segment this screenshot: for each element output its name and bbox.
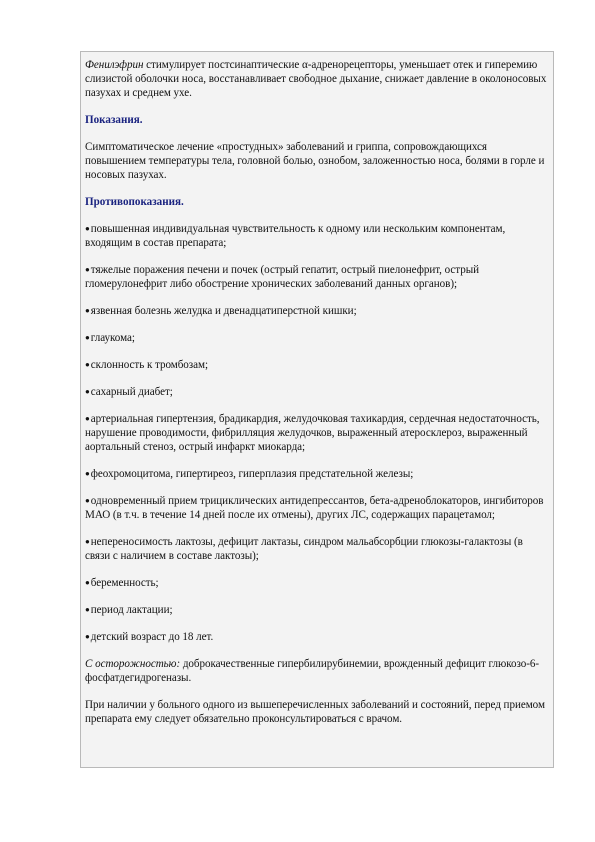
contraindication-text: язвенная болезнь желудка и двенадцатиперстной кишки; [90,305,357,317]
contraindication-item [85,467,550,481]
contraindication-item [85,412,550,454]
contraindication-text: повышенная индивидуальная чувствительность к одному или нескольким компонентам, входящим в состав препарата; [85,223,506,249]
contraindication-text: период лактации; [90,604,173,616]
contraindication-text: детский возраст до 18 лет. [90,631,214,643]
drug-name: Фенилэфрин [85,59,144,71]
bullet-icon: ● [85,469,90,478]
bullet-icon: ● [85,578,90,587]
contraindication-text: феохромоцитома, гипертиреоз, гиперплазия предстательной железы; [90,468,414,480]
caution-paragraph [85,657,550,685]
bullet-icon: ● [85,605,90,614]
bullet-icon: ● [85,414,90,423]
indications-text: Симптоматическое лечение «простудных» заболеваний и гриппа, сопровождающихся повышением температуры тела, головной болью, ознобом, заложенностью носа, болями в горле и носовых пазухах. [85,141,545,181]
contraindication-text: артериальная гипертензия, брадикардия, желудочковая тахикардия, сердечная недостаточность, нарушение проводимости, фибрилляция желудочков, выраженный атеросклероз, выраженный аортальный стеноз, острый инфаркт миокарда; [85,413,540,453]
bullet-icon: ● [85,537,90,546]
closing-paragraph: При наличии у больного одного из вышеперечисленных заболеваний и состояний, перед приемом препарата ему следует обязательно проконсультироваться с врачом. [85,699,545,725]
bullet-icon: ● [85,306,90,315]
intro-paragraph [85,58,550,100]
contraindication-item [85,358,550,372]
contraindication-item [85,222,550,250]
bullet-icon: ● [85,496,90,505]
contraindication-text: глаукома; [90,332,135,344]
contraindication-text: тяжелые поражения печени и почек (острый гепатит, острый пиелонефрит, острый гломерулонефрит либо обострение хронических заболеваний данных органов); [85,264,479,290]
contraindication-item [85,576,550,590]
contraindications-heading: Противопоказания. [85,196,184,208]
contraindication-item [85,494,550,522]
contraindication-item [85,630,550,644]
bullet-icon: ● [85,387,90,396]
contraindication-text: одновременный прием трициклических антидепрессантов, бета-адреноблокаторов, ингибиторов МАО (в т.ч. в течение 14 дней после их отмены), других ЛС, содержащих парацетамол; [85,495,544,521]
contraindications-list [85,222,550,644]
bullet-icon: ● [85,632,90,641]
caution-text: доброкачественные гипербилирубинемии, врожденный дефицит глюкозо-6-фосфатдегидрогеназы. [85,658,540,684]
contraindication-text: непереносимость лактозы, дефицит лактазы, синдром мальабсорбции глюкозы-галактозы (в связи с наличием в составе лактозы); [85,536,523,562]
contraindication-text: сахарный диабет; [90,386,173,398]
contraindication-item [85,263,550,291]
bullet-icon: ● [85,265,90,274]
contraindication-item [85,385,550,399]
bullet-icon: ● [85,360,90,369]
bullet-icon: ● [85,224,90,233]
contraindication-item [85,603,550,617]
contraindication-item [85,304,550,318]
caution-label: С осторожностью: [85,658,181,670]
document-panel [80,51,554,768]
bullet-icon: ● [85,333,90,342]
contraindication-item [85,331,550,345]
intro-text: стимулирует постсинаптические α-адренорецепторы, уменьшает отек и гиперемию слизистой оболочки носа, восстанавливает свободное дыхание, снижает давление в околоносовых пазухах и среднем ухе. [85,59,547,99]
indications-heading: Показания. [85,114,143,126]
contraindication-text: склонность к тромбозам; [90,359,208,371]
contraindication-text: беременность; [90,577,159,589]
contraindication-item [85,535,550,563]
